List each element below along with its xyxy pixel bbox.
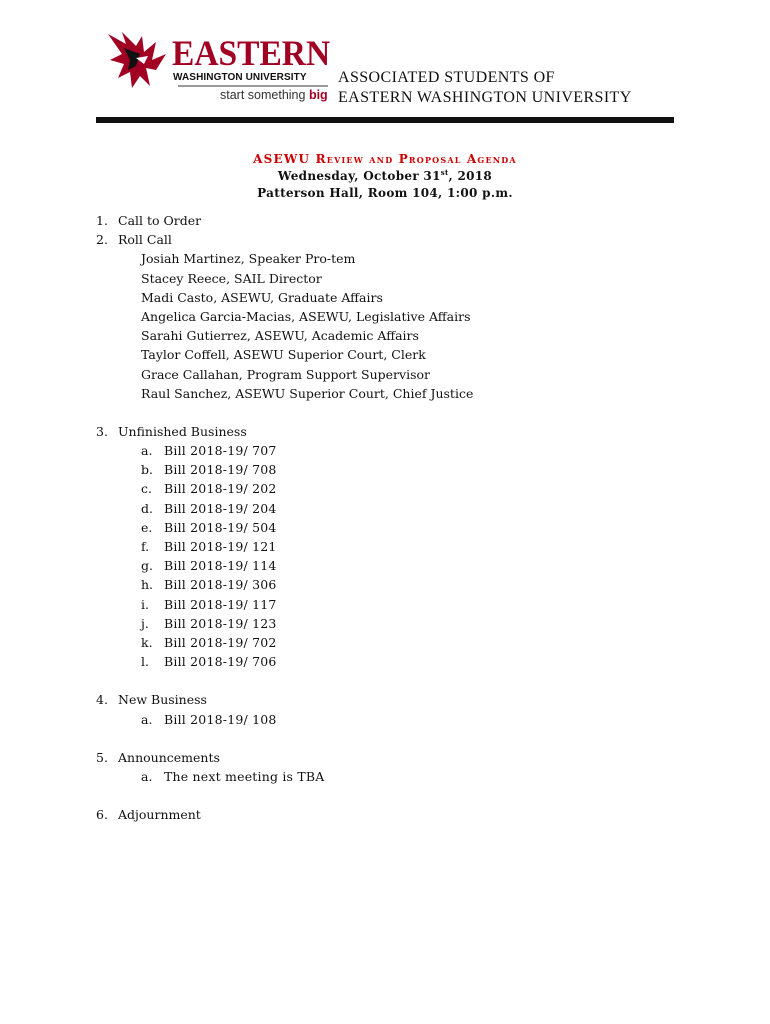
bill-item [96, 633, 696, 652]
announcement-letter: a. [141, 768, 153, 784]
bill-letter: k. [141, 634, 153, 650]
item-text: Announcements [118, 749, 220, 765]
bill-text: Bill 2018-19/ 123 [164, 615, 277, 631]
agenda-item-new-business [96, 690, 696, 709]
bill-text: Bill 2018-19/ 121 [164, 539, 277, 554]
bill-letter: a. [141, 711, 153, 727]
item-text: Call to Order [118, 213, 202, 228]
roll-call-entry: Raul Sanchez, ASEWU Superior Court, Chief Justice [141, 385, 474, 401]
bill-text: Bill 2018-19/ 108 [164, 711, 277, 727]
bill-letter: i. [141, 596, 149, 612]
bill-text: Bill 2018-19/ 702 [164, 634, 277, 650]
item-text: Adjournment [118, 807, 201, 823]
agenda-item-unfinished-business [96, 422, 696, 441]
roll-call-entry: Madi Casto, ASEWU, Graduate Affairs [141, 289, 383, 305]
unfinished-business-list [96, 441, 696, 671]
agenda-item-adjournment [96, 805, 696, 824]
roll-call-entry: Grace Callahan, Program Support Supervisor [141, 366, 430, 382]
header-divider [96, 117, 674, 123]
roll-call-entry: Stacey Reece, SAIL Director [141, 270, 322, 286]
announcement-text: The next meeting is TBA [164, 768, 325, 784]
bill-letter: c. [141, 481, 152, 497]
meeting-date [96, 168, 674, 185]
bill-text: Bill 2018-19/ 706 [164, 654, 277, 670]
meeting-location: Patterson Hall, Room 104, 1:00 p.m. [257, 186, 513, 200]
bill-letter: d. [141, 500, 153, 516]
roll-call-entry: Taylor Coffell, ASEWU Superior Court, Clerk [141, 347, 426, 363]
roll-call-list [96, 249, 696, 403]
bill-item [96, 460, 696, 479]
date-prefix: Wednesday, October 31 [277, 169, 441, 183]
bill-text: Bill 2018-19/ 202 [164, 481, 277, 497]
tagline [220, 88, 328, 102]
bill-letter: g. [141, 558, 153, 574]
bill-text: Bill 2018-19/ 117 [164, 596, 277, 612]
item-number: 4. [96, 692, 108, 708]
bill-letter: e. [141, 519, 153, 535]
item-number: 3. [96, 423, 108, 439]
agenda-title-block [96, 150, 674, 202]
announcements-list [96, 767, 696, 786]
item-text: Unfinished Business [118, 423, 247, 439]
agenda-heading: ASEWU Review and Proposal Agenda [253, 152, 517, 166]
logo-subtitle: WASHINGTON UNIVERSITY [173, 72, 307, 83]
new-business-list [96, 710, 696, 729]
tagline-start: start something [220, 88, 309, 102]
organization-name [338, 68, 632, 108]
org-line-2: EASTERN WASHINGTON UNIVERSITY [338, 89, 632, 106]
bill-item [96, 710, 696, 729]
bill-text: Bill 2018-19/ 504 [164, 519, 277, 535]
tagline-big: big [308, 88, 328, 102]
bill-item [96, 499, 696, 518]
bill-text: Bill 2018-19/ 707 [164, 443, 277, 459]
bill-item [96, 556, 696, 575]
bill-item [96, 614, 696, 633]
bill-text: Bill 2018-19/ 306 [164, 577, 277, 593]
bill-item [96, 441, 696, 460]
bill-item [96, 537, 696, 556]
bill-item [96, 595, 696, 614]
org-line-1: ASSOCIATED STUDENTS OF [338, 69, 555, 86]
item-text: Roll Call [118, 232, 172, 248]
bill-text: Bill 2018-19/ 204 [164, 500, 277, 516]
logo-divider [178, 85, 328, 87]
agenda-item-call-to-order [96, 211, 696, 230]
bill-item [96, 518, 696, 537]
item-number: 1. [96, 213, 108, 228]
bill-letter: l. [141, 654, 149, 670]
bill-letter: b. [141, 462, 153, 478]
bill-text: Bill 2018-19/ 114 [164, 558, 277, 574]
item-number: 2. [96, 232, 108, 248]
bill-text: Bill 2018-19/ 708 [164, 462, 277, 478]
agenda-list [96, 211, 696, 824]
date-ordinal: st [440, 168, 449, 177]
bill-item [96, 652, 696, 671]
roll-call-entry: Angelica Garcia-Macias, ASEWU, Legislative Affairs [141, 308, 471, 324]
bill-letter: a. [141, 443, 153, 459]
bill-letter: h. [141, 577, 154, 593]
roll-call-entry: Josiah Martinez, Speaker Pro-tem [141, 251, 356, 267]
agenda-item-roll-call [96, 230, 696, 249]
bill-letter: f. [141, 539, 150, 554]
bill-item [96, 575, 696, 594]
roll-call-entry: Sarahi Gutierrez, ASEWU, Academic Affairs [141, 328, 419, 344]
item-text: New Business [118, 692, 207, 708]
university-logo [106, 30, 331, 110]
date-suffix: , 2018 [448, 169, 493, 183]
item-number: 5. [96, 749, 108, 765]
bill-item [96, 479, 696, 498]
eagle-logo-icon [106, 30, 172, 90]
announcement-item [96, 767, 696, 786]
logo-wordmark: EASTERN [172, 33, 331, 73]
agenda-item-announcements [96, 748, 696, 767]
item-number: 6. [96, 807, 108, 823]
bill-letter: j. [141, 615, 149, 631]
